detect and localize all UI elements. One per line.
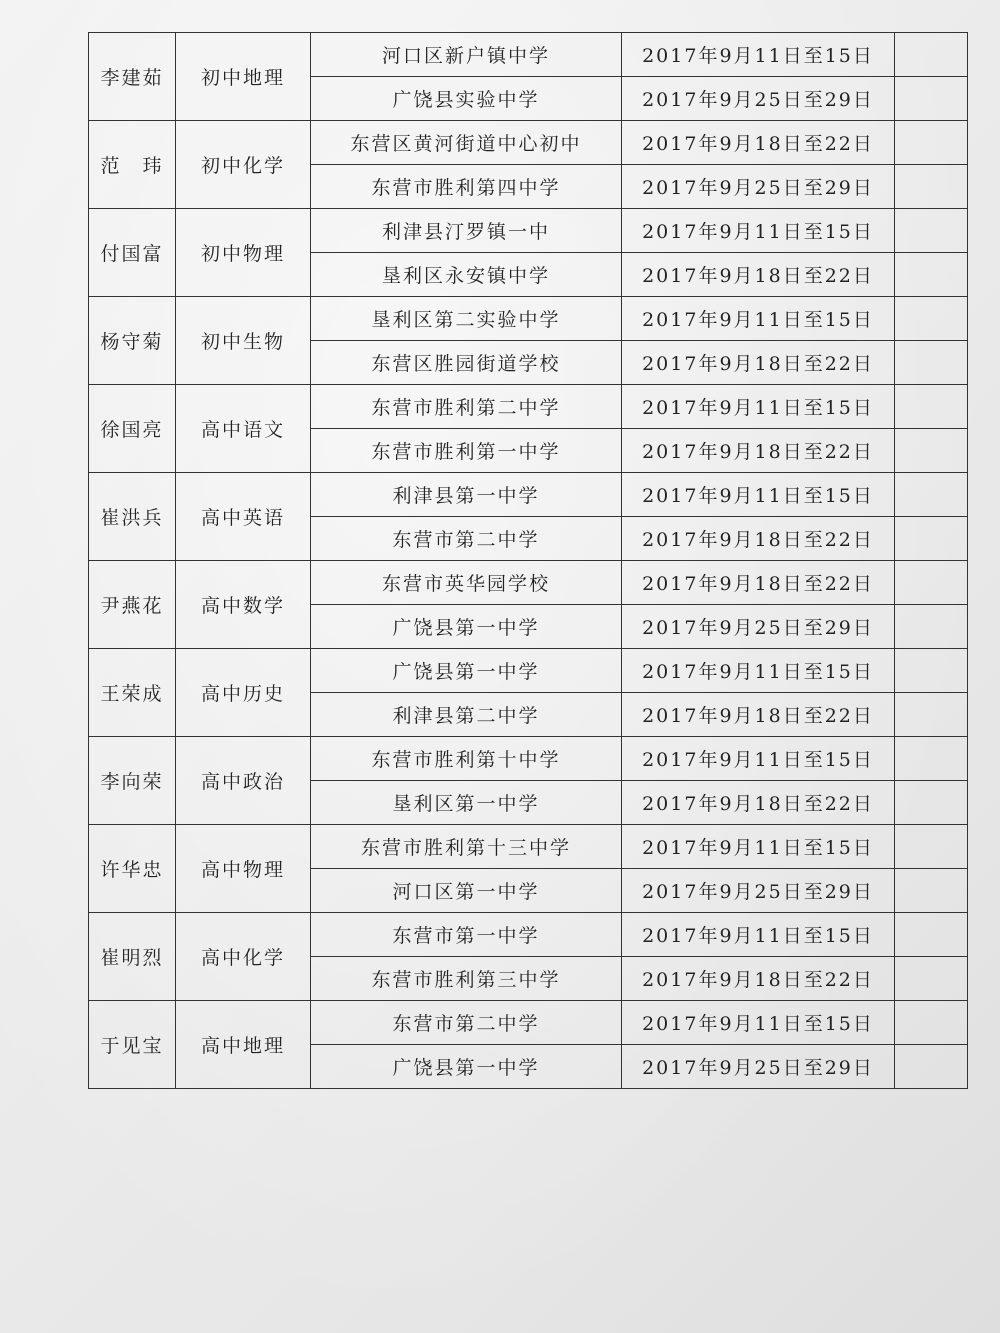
school-cell: 垦利区第二实验中学: [311, 297, 622, 341]
school-cell: 河口区第一中学: [311, 869, 622, 913]
school-cell: 利津县汀罗镇一中: [311, 209, 622, 253]
date-range-cell: 2017年9月25日至29日: [622, 165, 895, 209]
date-range-cell: 2017年9月11日至15日: [622, 473, 895, 517]
empty-cell: [895, 473, 968, 517]
subject-cell: 高中英语: [176, 473, 311, 561]
school-cell: 东营市第一中学: [311, 913, 622, 957]
date-range-cell: 2017年9月25日至29日: [622, 1045, 895, 1089]
subject-cell: 高中政治: [176, 737, 311, 825]
empty-cell: [895, 385, 968, 429]
teacher-name-cell: 李向荣: [89, 737, 176, 825]
date-range-cell: 2017年9月18日至22日: [622, 957, 895, 1001]
teacher-name-cell: 王荣成: [89, 649, 176, 737]
date-range-cell: 2017年9月18日至22日: [622, 429, 895, 473]
school-cell: 广饶县第一中学: [311, 649, 622, 693]
date-range-cell: 2017年9月18日至22日: [622, 693, 895, 737]
table-row: [89, 385, 968, 429]
empty-cell: [895, 1045, 968, 1089]
table-row: [89, 913, 968, 957]
subject-cell: 初中生物: [176, 297, 311, 385]
empty-cell: [895, 33, 968, 77]
table-row: [89, 297, 968, 341]
empty-cell: [895, 429, 968, 473]
school-cell: 垦利区第一中学: [311, 781, 622, 825]
table-row: [89, 209, 968, 253]
table-row: [89, 33, 968, 77]
date-range-cell: 2017年9月11日至15日: [622, 649, 895, 693]
teacher-name-cell: 徐国亮: [89, 385, 176, 473]
empty-cell: [895, 165, 968, 209]
table-row: [89, 649, 968, 693]
school-cell: 东营市第二中学: [311, 517, 622, 561]
teacher-name-cell: 杨守菊: [89, 297, 176, 385]
date-range-cell: 2017年9月11日至15日: [622, 209, 895, 253]
date-range-cell: 2017年9月11日至15日: [622, 297, 895, 341]
teacher-name-cell: 李建茹: [89, 33, 176, 121]
empty-cell: [895, 253, 968, 297]
teacher-name-cell: 许华忠: [89, 825, 176, 913]
school-cell: 东营市胜利第十中学: [311, 737, 622, 781]
date-range-cell: 2017年9月25日至29日: [622, 77, 895, 121]
table-row: [89, 825, 968, 869]
school-cell: 东营区黄河街道中心初中: [311, 121, 622, 165]
empty-cell: [895, 913, 968, 957]
subject-cell: 高中地理: [176, 1001, 311, 1089]
school-cell: 广饶县实验中学: [311, 77, 622, 121]
date-range-cell: 2017年9月11日至15日: [622, 913, 895, 957]
subject-cell: 高中物理: [176, 825, 311, 913]
teacher-name-cell: 尹燕花: [89, 561, 176, 649]
empty-cell: [895, 209, 968, 253]
date-range-cell: 2017年9月11日至15日: [622, 385, 895, 429]
schedule-table-body: [89, 33, 968, 1089]
empty-cell: [895, 605, 968, 649]
date-range-cell: 2017年9月18日至22日: [622, 781, 895, 825]
subject-cell: 高中历史: [176, 649, 311, 737]
school-cell: 东营市胜利第二中学: [311, 385, 622, 429]
empty-cell: [895, 297, 968, 341]
school-cell: 东营市第二中学: [311, 1001, 622, 1045]
empty-cell: [895, 517, 968, 561]
empty-cell: [895, 693, 968, 737]
subject-cell: 高中数学: [176, 561, 311, 649]
school-cell: 广饶县第一中学: [311, 605, 622, 649]
date-range-cell: 2017年9月18日至22日: [622, 341, 895, 385]
teacher-name-cell: 付国富: [89, 209, 176, 297]
empty-cell: [895, 825, 968, 869]
school-cell: 东营市胜利第三中学: [311, 957, 622, 1001]
table-row: [89, 737, 968, 781]
date-range-cell: 2017年9月11日至15日: [622, 33, 895, 77]
table-row: [89, 1001, 968, 1045]
empty-cell: [895, 1001, 968, 1045]
subject-cell: 高中语文: [176, 385, 311, 473]
school-cell: 利津县第二中学: [311, 693, 622, 737]
date-range-cell: 2017年9月11日至15日: [622, 1001, 895, 1045]
date-range-cell: 2017年9月25日至29日: [622, 605, 895, 649]
school-cell: 东营市胜利第四中学: [311, 165, 622, 209]
empty-cell: [895, 77, 968, 121]
date-range-cell: 2017年9月18日至22日: [622, 121, 895, 165]
teacher-name-cell: 崔洪兵: [89, 473, 176, 561]
empty-cell: [895, 737, 968, 781]
teacher-name-cell: 于见宝: [89, 1001, 176, 1089]
schedule-table: [88, 32, 968, 1089]
school-cell: 利津县第一中学: [311, 473, 622, 517]
subject-cell: 初中化学: [176, 121, 311, 209]
school-cell: 垦利区永安镇中学: [311, 253, 622, 297]
empty-cell: [895, 121, 968, 165]
date-range-cell: 2017年9月18日至22日: [622, 253, 895, 297]
school-cell: 东营区胜园街道学校: [311, 341, 622, 385]
empty-cell: [895, 869, 968, 913]
empty-cell: [895, 957, 968, 1001]
table-row: [89, 121, 968, 165]
school-cell: 东营市英华园学校: [311, 561, 622, 605]
subject-cell: 初中物理: [176, 209, 311, 297]
teacher-name-cell: 范 玮: [89, 121, 176, 209]
subject-cell: 高中化学: [176, 913, 311, 1001]
empty-cell: [895, 649, 968, 693]
date-range-cell: 2017年9月18日至22日: [622, 561, 895, 605]
date-range-cell: 2017年9月18日至22日: [622, 517, 895, 561]
school-cell: 东营市胜利第一中学: [311, 429, 622, 473]
subject-cell: 初中地理: [176, 33, 311, 121]
teacher-name-cell: 崔明烈: [89, 913, 176, 1001]
table-row: [89, 561, 968, 605]
empty-cell: [895, 561, 968, 605]
empty-cell: [895, 341, 968, 385]
school-cell: 河口区新户镇中学: [311, 33, 622, 77]
date-range-cell: 2017年9月11日至15日: [622, 737, 895, 781]
empty-cell: [895, 781, 968, 825]
date-range-cell: 2017年9月25日至29日: [622, 869, 895, 913]
school-cell: 广饶县第一中学: [311, 1045, 622, 1089]
table-row: [89, 473, 968, 517]
date-range-cell: 2017年9月11日至15日: [622, 825, 895, 869]
school-cell: 东营市胜利第十三中学: [311, 825, 622, 869]
